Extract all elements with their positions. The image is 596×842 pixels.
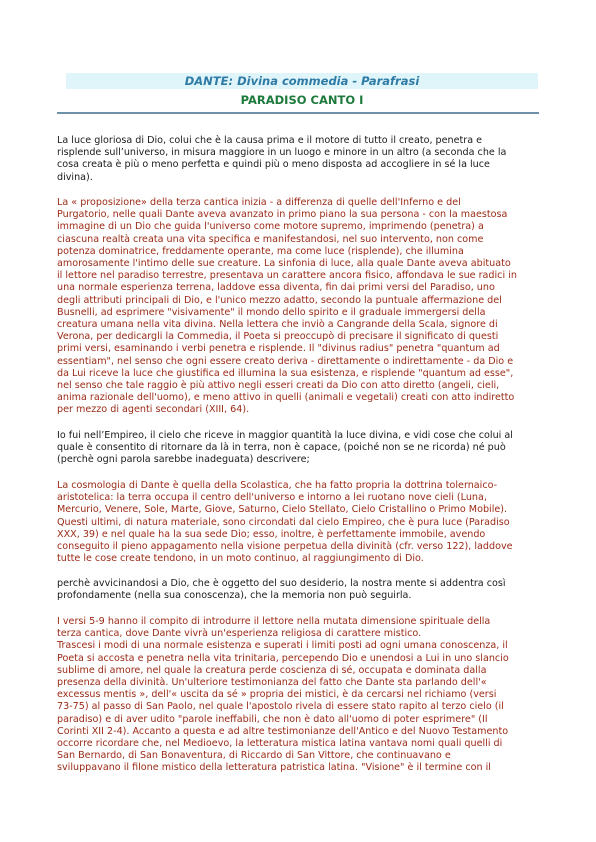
paraphrase-paragraph-2: Io fui nell’Empireo, il cielo che riceve in maggior quantità la luce divina, e vidi cose che colui al quale è consentito di ritornare da là in terra, non è capace, (poiché non se ne ricorda) né può (perchè ogni parola sarebbe inadeguata) descrivere; <box>57 430 513 466</box>
header-divider <box>57 112 539 114</box>
page-title: DANTE: Divina commedia - Parafrasi <box>184 74 420 88</box>
canto-subtitle: PARADISO CANTO I <box>240 93 364 107</box>
paraphrase-paragraph-1: La luce gloriosa di Dio, colui che è la causa prima e il motore di tutto il creato, penetra e risplende sull’universo, in misura maggiore in un luogo e minore in un altro (a seconda che la cosa creata è più o meno perfetta e quindi più o meno disposta ad accogliere in sé la luce divina). <box>57 135 507 183</box>
paraphrase-paragraph-3: perchè avvicinandosi a Dio, che è oggetto del suo desiderio, la nostra mente si addentra così profondamente (nella sua conoscenza), che la memoria non può seguirla. <box>57 578 506 602</box>
commentary-paragraph-2: La cosmologia di Dante è quella della Scolastica, che ha fatto propria la dottrina tolernaico- aristotelica: la terra occupa il centro dell'universo e intorno a lei ruotano nove cieli (Luna, Mercurio, Venere, Sole, Marte, Giove, Saturno, Cielo Stellato, Cielo Cristallino o Primo Mobile). Questi ultimi, di natura materiale, sono circondati dal cielo Empireo, che è pura luce (Paradiso XXX, 39) e nel quale ha la sua sede Dio; esso, inoltre, è perfettamente immobile, avendo conseguito il pieno appagamento nella visione perpetua della divinità (cfr. verso 122), laddove tutte le cose create tendono, in un moto continuo, al raggiungimento di Dio. <box>57 480 513 565</box>
commentary-paragraph-3: I versi 5-9 hanno il compito di introdurre il lettore nella mutata dimensione spirituale della terza cantica, dove Dante vivrà un'esperienza religiosa di carattere mistico. Trascesi i modi di una normale esistenza e superati i limiti posti ad ogni umana conoscenza, il Poeta si accosta e penetra nella vita trinitaria, percependo Dio e unendosi a Lui in uno slancio sublime di amore, nel quale la creatura perde coscienza di sé, occupata e dominata dalla presenza della divinità. Un'ulteriore testimonianza del fatto che Dante sta parlando dell'« excessus mentis », dell'« uscita da sé » propria dei mistici, è da cercarsi nel richiamo (versi 73-75) al passo di San Paolo, nel quale l'apostolo rivela di essere stato rapito al terzo cielo (il paradiso) e di aver udito "parole ineffabili, che non è dato all'uomo di poter esprimere" (Il Corinti XII 2-4). Accanto a questa e ad altre testimonianze dell'Antico e del Nuovo Testamento occorre ricordare che, nel Medioevo, la letteratura mistica latina vantava nomi quali quelli di San Bernardo, di San Bonaventura, di Riccardo di San Vittore, che continuavano e sviluppavano il filone mistico della letteratura patristica latina. "Visione" è il termine con il <box>57 616 509 774</box>
commentary-paragraph-1: La « proposizione» della terza cantica inizia - a differenza di quelle dell'Inferno e del Purgatorio, nelle quali Dante aveva avanzato in primo piano la sua persona - con la maestosa immagine di un Dio che guida l'universo come motore supremo, imprimendo (penetra) a ciascuna realtà creata una vita specifica e manifestandosi, nel suo intervento, non come potenza dominatrice, freddamente operante, ma come luce (risplende), che illumina amorosamente l'intimo delle sue creature. La sinfonia di luce, alla quale Dante aveva abituato il lettore nel paradiso terrestre, presentava un carattere ancora fisico, affondava le sue radici in una normale esperienza terrena, laddove essa diventa, fin dai primi versi del Paradiso, uno degli attributi principali di Dio, e l'unico mezzo adatto, secondo la puntuale affermazione del Busnelli, ad esprimere "visivamente" il mondo dello spirito e il graduale immergersi della creatura umana nella vita divina. Nella lettera che inviò a Cangrande della Scala, signore di Verona, per dedicargli la Commedia, il Poeta si preoccupò di precisare il significato di questi primi versi, esaminando i verbi penetra e risplende. Il "divinus radius" penetra "quantum ad essentiam", nel senso che ogni essere creato deriva - direttamente o indirettamente - da Dio e da Lui riceve la luce che giustifica ed illumina la sua esistenza, e risplende "quantum ad esse", nel senso che tale raggio è più attivo negli esseri creati da Dio con atto diretto (angeli, cieli, anima razionale dell'uomo), e meno attivo in quelli (animali e vegetali) creati con atto indiretto per mezzo di agenti secondari (XIII, 64). <box>57 197 517 416</box>
